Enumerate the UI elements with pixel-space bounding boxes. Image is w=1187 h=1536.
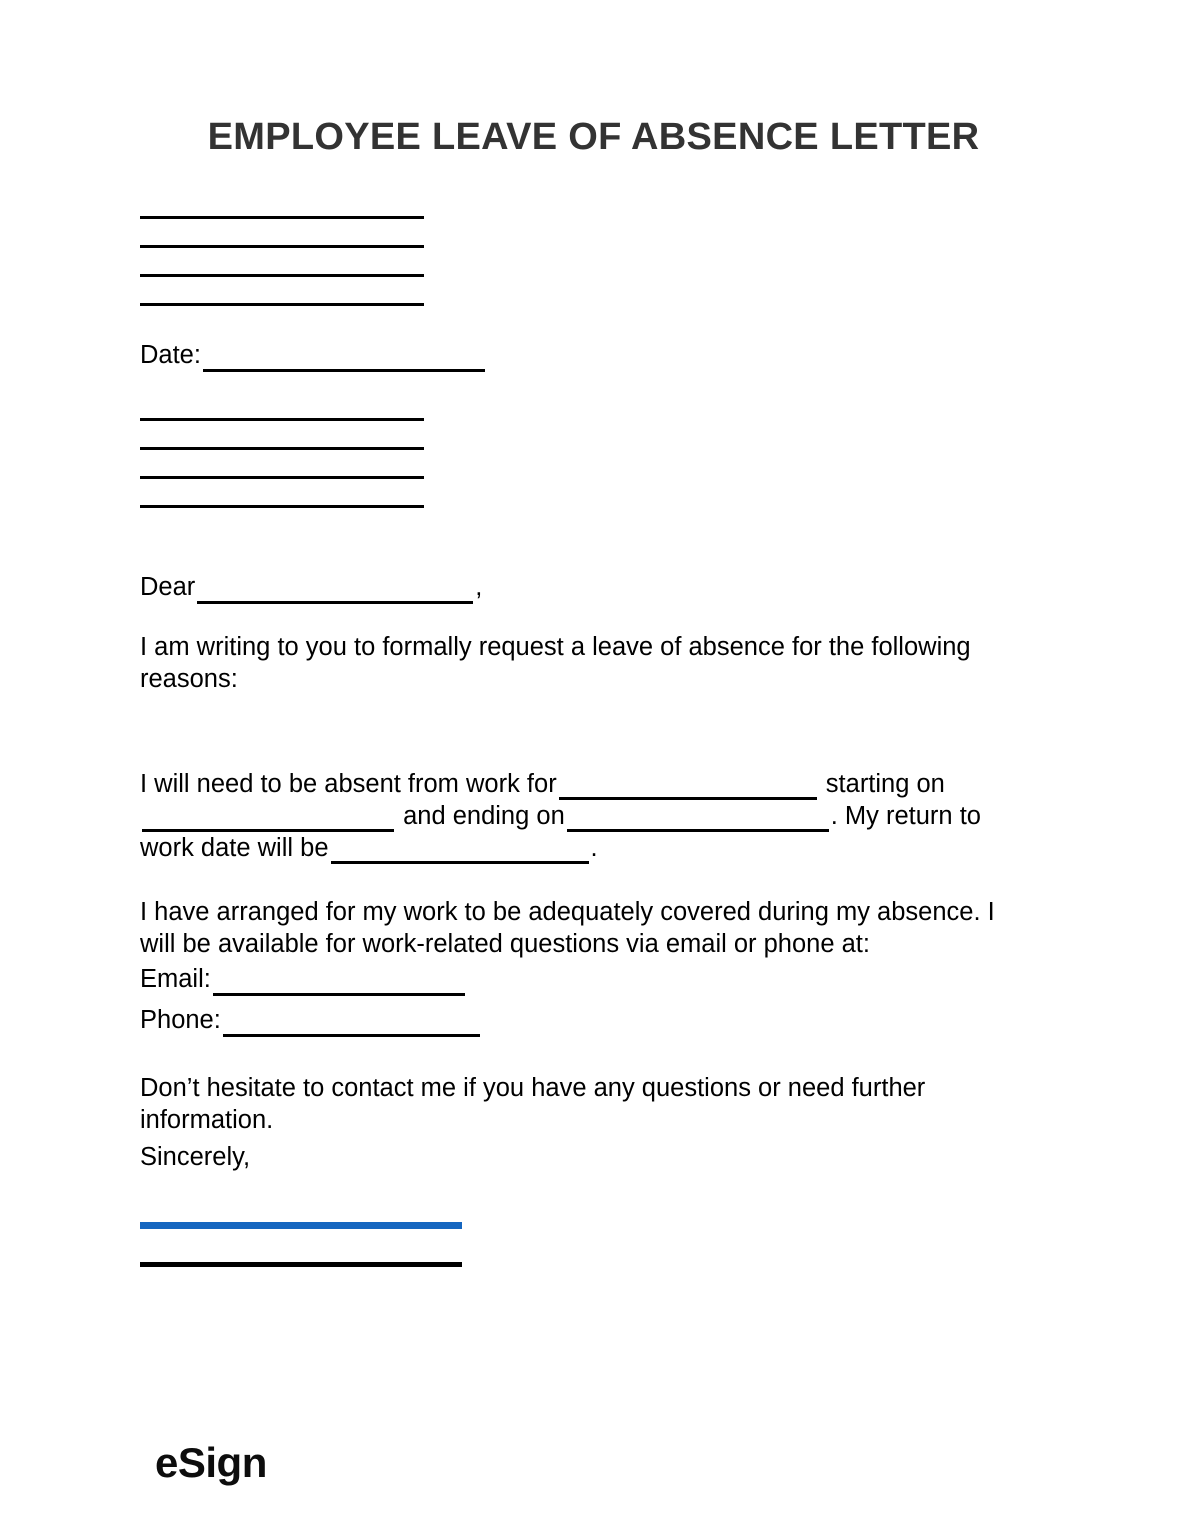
phone-row — [140, 1003, 482, 1037]
sender-address-line-2[interactable] — [140, 245, 424, 248]
sender-address-line-3[interactable] — [140, 274, 424, 277]
intro-paragraph: I am writing to you to formally request a leave of absence for the following reasons: — [140, 633, 971, 693]
sender-address-line-4[interactable] — [140, 303, 424, 306]
absence-reason-input[interactable] — [559, 771, 817, 800]
date-input[interactable] — [203, 343, 485, 372]
absence-paragraph — [140, 768, 1015, 864]
salutation-comma: , — [475, 573, 483, 601]
sender-address-line-1[interactable] — [140, 216, 424, 219]
email-label: Email: — [140, 965, 211, 993]
absence-start-date-input[interactable] — [142, 803, 394, 832]
email-row — [140, 962, 467, 996]
absence-text-part-4: . My return to work date will be — [140, 802, 981, 862]
recipient-address-line-1[interactable] — [140, 418, 424, 421]
coverage-paragraph: I have arranged for my work to be adequately covered during my absence. I will be available for work-related questions via email or phone at: — [140, 898, 995, 958]
absence-text-part-2: starting on — [825, 770, 945, 798]
absence-end-date-input[interactable] — [567, 803, 829, 832]
phone-label: Phone: — [140, 1006, 221, 1034]
absence-text-part-1: I will need to be absent from work for — [140, 770, 557, 798]
salutation-row — [140, 570, 482, 604]
absence-text-part-5: . — [590, 834, 598, 862]
recipient-address-line-3[interactable] — [140, 476, 424, 479]
salutation-label: Dear — [140, 573, 196, 601]
recipient-address-line-2[interactable] — [140, 447, 424, 450]
printed-name-line[interactable] — [140, 1262, 462, 1267]
date-row — [140, 338, 487, 372]
date-label: Date: — [140, 341, 201, 369]
signature-line[interactable] — [140, 1222, 462, 1229]
recipient-address-line-4[interactable] — [140, 505, 424, 508]
closing-note-paragraph: Don’t hesitate to contact me if you have any questions or need further information. — [140, 1074, 926, 1134]
recipient-name-input[interactable] — [197, 575, 473, 604]
absence-text-part-3: and ending on — [403, 802, 565, 830]
email-field[interactable] — [213, 967, 465, 996]
page-title: EMPLOYEE LEAVE OF ABSENCE LETTER — [207, 116, 980, 158]
phone-field[interactable] — [223, 1008, 480, 1037]
sign-off: Sincerely, — [140, 1143, 251, 1171]
esign-logo: eSign — [155, 1439, 267, 1486]
return-to-work-date-input[interactable] — [331, 835, 589, 864]
